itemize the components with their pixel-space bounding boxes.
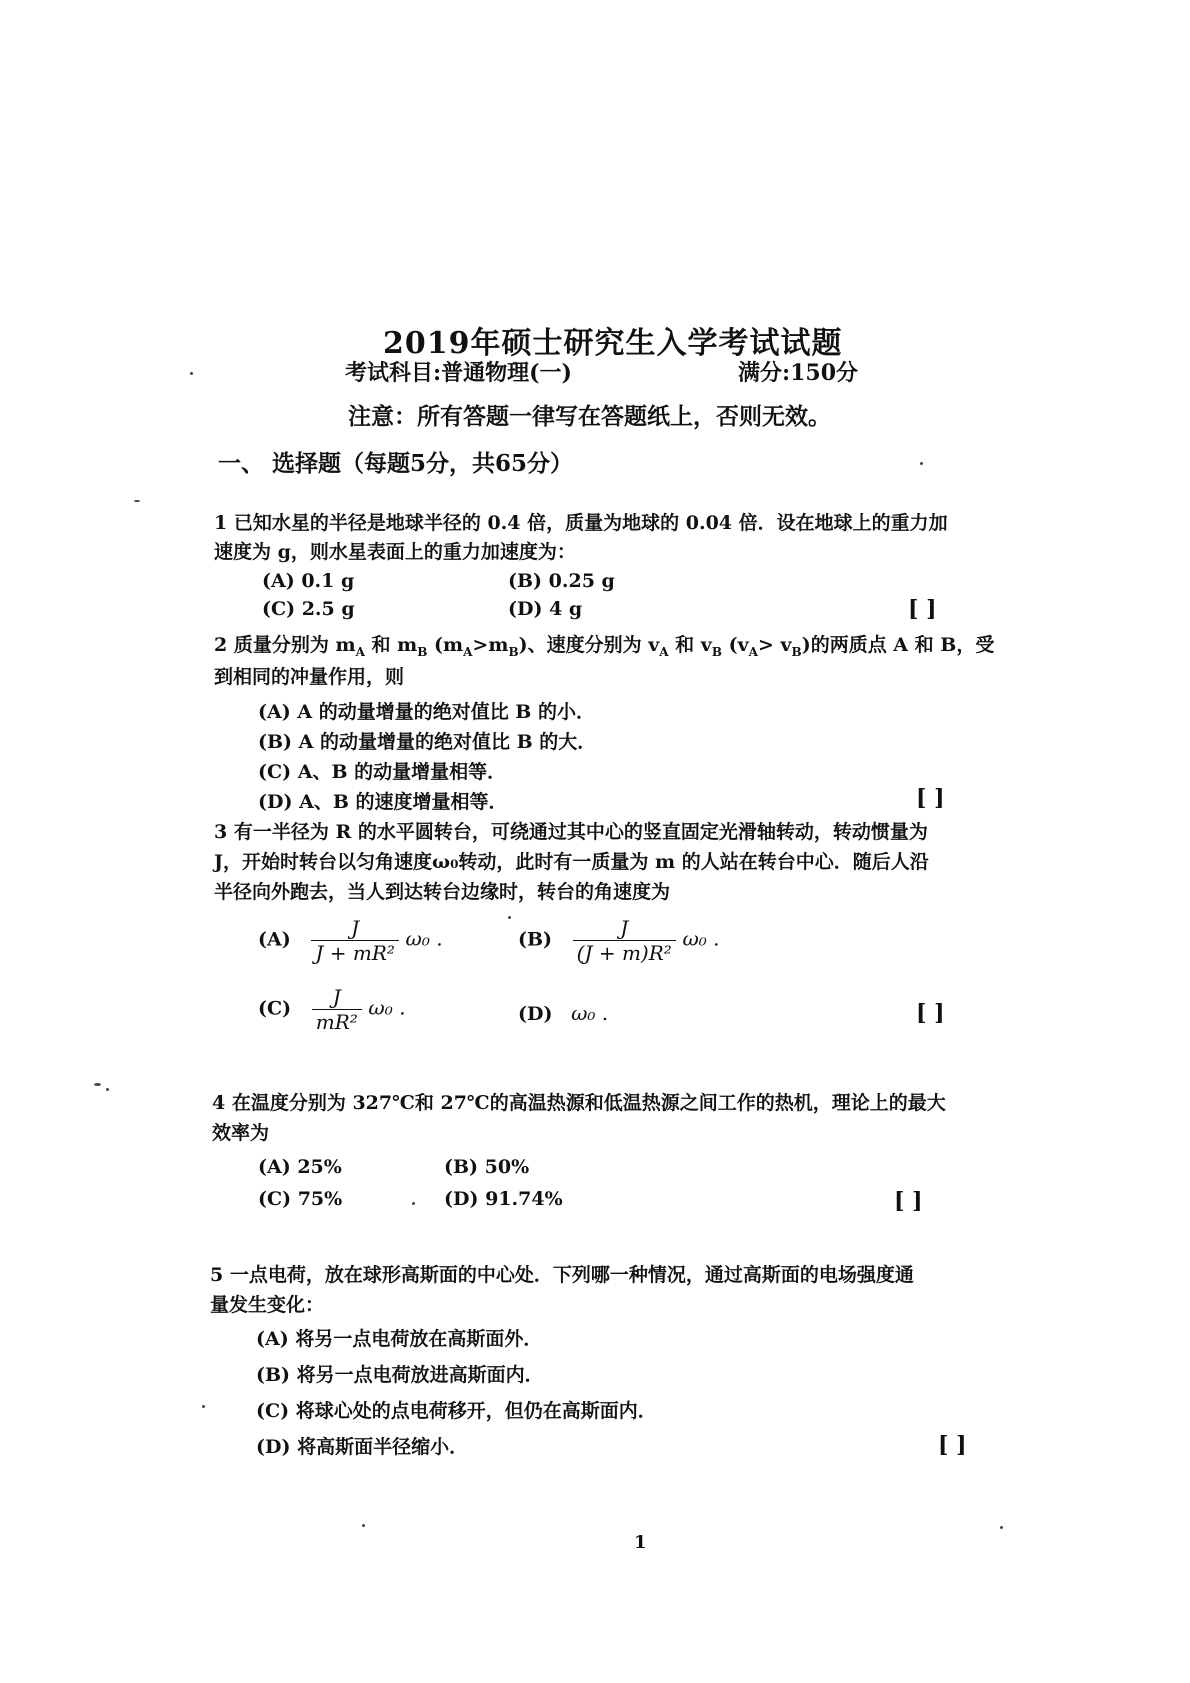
q2-text-c: (m [427, 634, 464, 656]
question-5-option-b: (B) 将另一点电荷放进高斯面内． [256, 1364, 544, 1386]
question-4-option-c: (C) 75% [258, 1188, 343, 1210]
question-3-line-2: J，开始时转台以匀角速度ω₀转动，此时有一质量为 m 的人站在转台中心．随后人沿 [214, 851, 929, 873]
question-3-option-c [258, 985, 405, 1034]
question-4-option-b: (B) 50% [444, 1156, 530, 1178]
question-5-option-d: (D) 将高斯面半径缩小． [256, 1436, 469, 1458]
scan-speck [202, 1405, 205, 1408]
question-3-option-a [258, 916, 443, 965]
q3-b-label: (B) [518, 928, 553, 951]
q3-b-fraction [573, 916, 676, 965]
question-5-option-a: (A) 将另一点电荷放在高斯面外． [256, 1328, 543, 1350]
question-1-option-c: (C) 2.5 g [262, 598, 355, 620]
q3-a-denominator: J + mR² [311, 940, 399, 965]
q3-c-omega: ω₀ . [368, 995, 406, 1020]
exam-title: 2019年硕士研究生入学考试试题 [383, 326, 843, 361]
scan-speck [106, 1088, 109, 1091]
question-1-line-1: 1 已知水星的半径是地球半径的 0.4 倍，质量为地球的 0.04 倍．设在地球上的重力加 [214, 512, 948, 534]
q3-c-fraction [312, 985, 362, 1034]
scan-speck [508, 916, 511, 919]
exam-full-score: 满分:150分 [738, 360, 859, 386]
q2-text-e: )、速度分别为 v [518, 634, 660, 656]
question-4-option-a: (A) 25% [258, 1156, 342, 1178]
q2-sub-g: A [748, 644, 758, 659]
q2-sub-a: A [355, 644, 365, 659]
question-2-option-d: (D) A、B 的速度增量相等． [258, 791, 508, 813]
question-4-option-d: (D) 91.74% [444, 1188, 563, 1210]
q3-c-numerator: J [332, 985, 341, 1009]
question-2-option-c: (C) A、B 的动量增量相等． [258, 761, 507, 783]
page-number: 1 [634, 1532, 647, 1553]
q2-text-i: )的两质点 A 和 B，受 [801, 634, 995, 656]
scan-speck [94, 1083, 101, 1086]
question-3-option-d [518, 1001, 608, 1025]
q2-sub-f: B [711, 644, 722, 659]
question-2-option-b: (B) A 的动量增量的绝对值比 B 的大． [258, 731, 597, 753]
question-5-line-2: 量发生变化： [210, 1294, 325, 1316]
q2-text-a: 2 质量分别为 m [214, 634, 356, 656]
question-1-answer-bracket: [ ] [908, 596, 937, 622]
q3-a-numerator: J [351, 916, 360, 940]
q2-sub-c: A [463, 644, 473, 659]
q2-text-g: (v [722, 634, 749, 656]
question-3-option-b [518, 916, 719, 965]
question-1-line-2: 速度为 g，则水星表面上的重力加速度为： [214, 541, 576, 563]
question-1-option-b: (B) 0.25 g [508, 570, 615, 592]
question-3-line-1: 3 有一半径为 R 的水平圆转台，可绕通过其中心的竖直固定光滑轴转动，转动惯量为 [214, 821, 928, 843]
question-5-line-1: 5 一点电荷，放在球形高斯面的中心处．下列哪一种情况，通过高斯面的电场强度通 [210, 1264, 914, 1286]
q2-sub-h: B [791, 644, 802, 659]
question-2-answer-bracket: [ ] [916, 785, 945, 811]
exam-notice: 注意：所有答题一律写在答题纸上，否则无效。 [348, 403, 831, 430]
scan-speck [412, 1202, 415, 1205]
q2-sub-e: A [659, 644, 669, 659]
q3-b-denominator: (J + m)R² [573, 940, 676, 965]
q3-c-label: (C) [258, 997, 292, 1020]
exam-subject: 考试科目:普通物理(一) [345, 360, 572, 386]
q2-sub-b: B [417, 644, 428, 659]
question-3-answer-bracket: [ ] [916, 1000, 945, 1026]
question-2-option-a: (A) A 的动量增量的绝对值比 B 的小． [258, 701, 595, 723]
question-4-line-1: 4 在温度分别为 327℃和 27℃的高温热源和低温热源之间工作的热机，理论上的最大 [212, 1092, 946, 1114]
q3-b-numerator: J [620, 916, 629, 940]
q3-b-omega: ω₀ . [682, 926, 720, 951]
q3-c-denominator: mR² [312, 1009, 362, 1034]
question-3-line-3: 半径向外跑去，当人到达转台边缘时，转台的角速度为 [214, 881, 671, 903]
q3-a-omega: ω₀ . [405, 926, 443, 951]
scan-speck [1000, 1526, 1003, 1529]
q2-text-b: 和 m [364, 634, 418, 656]
question-1-option-a: (A) 0.1 g [262, 570, 355, 592]
scan-speck [190, 372, 193, 375]
q2-text-h: > v [757, 634, 792, 656]
q2-text-d: >m [472, 634, 509, 656]
q3-d-label: (D) [518, 1003, 553, 1025]
q2-sub-d: B [508, 644, 519, 659]
question-5-option-c: (C) 将球心处的点电荷移开，但仍在高斯面内． [256, 1400, 657, 1422]
section-heading: 一、 选择题（每题5分，共65分） [218, 450, 574, 477]
question-4-line-2: 效率为 [212, 1122, 270, 1144]
q2-text-f: 和 v [668, 634, 712, 656]
scan-speck [920, 462, 923, 465]
scan-speck [362, 1524, 365, 1527]
q3-a-label: (A) [258, 928, 291, 951]
q3-a-fraction [311, 916, 399, 965]
question-2-line-2: 到相同的冲量作用，则 [214, 666, 405, 688]
question-5-answer-bracket: [ ] [938, 1432, 967, 1458]
q3-d-omega: ω₀ . [571, 1001, 609, 1025]
question-1-option-d: (D) 4 g [508, 598, 583, 620]
question-4-answer-bracket: [ ] [894, 1188, 923, 1214]
scan-speck [134, 500, 140, 502]
